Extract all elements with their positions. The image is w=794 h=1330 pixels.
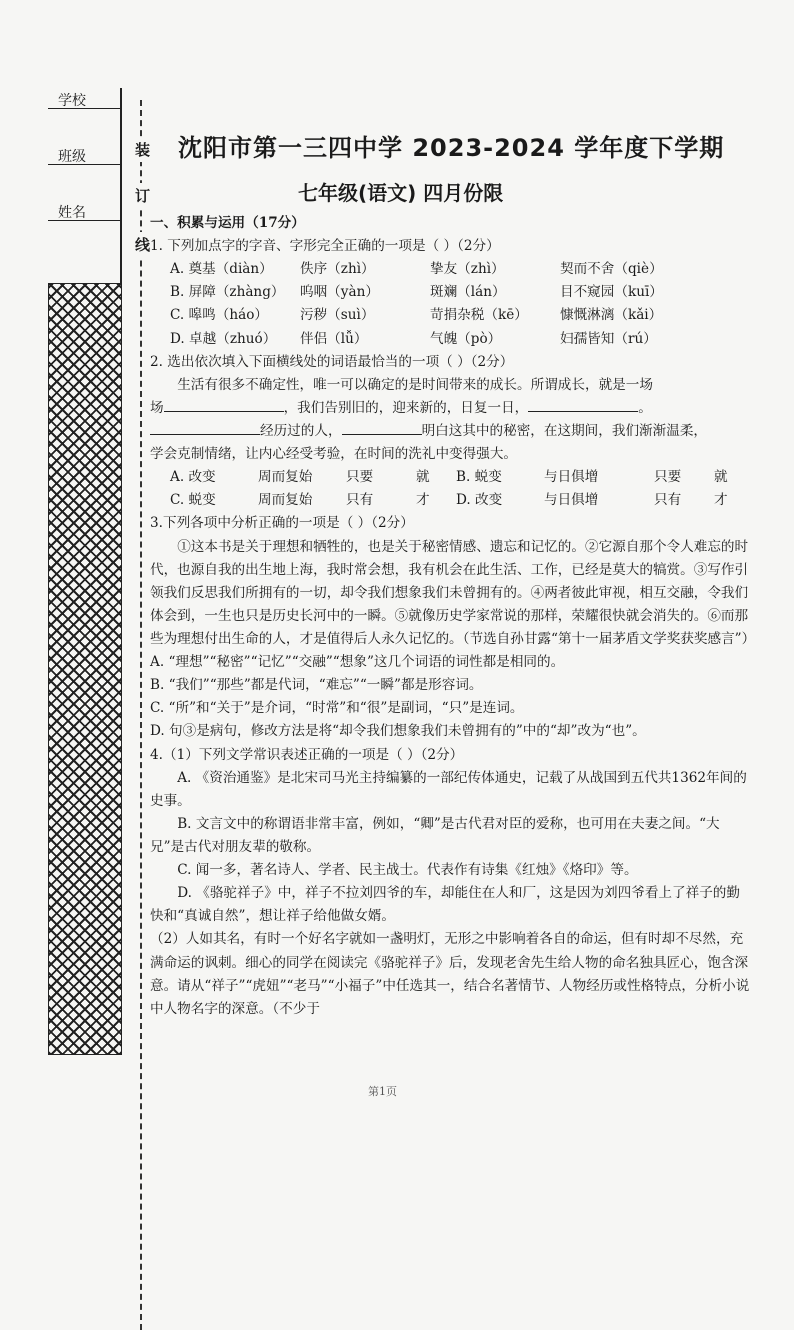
blank-4 xyxy=(342,434,422,435)
blank-2 xyxy=(528,411,638,412)
page-number: 第1页 xyxy=(368,1085,397,1098)
page-title: 沈阳市第一三四中学 2023-2024 学年度下学期 xyxy=(178,134,725,162)
q1-option-c: C. 嗥鸣（háo） 污秽（suì） 苛捐杂税（kē） 慷慨淋漓（kǎi） xyxy=(170,307,663,324)
q2-options-cd: C. 蜕变 周而复始 只有 才 D. 改变 与日俱增 只有 才 xyxy=(170,492,728,509)
q3-option-a: A. “理想”“秘密”“记忆”“交融”“想象”这几个词语的词性都是相同的。 xyxy=(150,654,565,671)
q1-option-b: B. 屏障（zhàng） 呜咽（yàn） 斑斓（lán） 目不窥园（kuī） xyxy=(170,284,663,301)
class-underline xyxy=(48,164,120,165)
school-label: 学校 xyxy=(58,93,86,109)
q4-stem: 4.（1）下列文学常识表述正确的一项是（ ）（2分） xyxy=(150,746,464,763)
q4-option-d: D. 《骆驼祥子》中，祥子不拉刘四爷的车，却能住在人和厂，这是因为刘四爷看上了祥子的勤快和“真诚自然”，想让祥子给他做女婿。 xyxy=(150,885,740,925)
q3-option-b: B. “我们”“那些”都是代词，“难忘”“一瞬”都是形容词。 xyxy=(150,677,483,694)
name-underline xyxy=(48,220,120,221)
blank-1 xyxy=(164,411,284,412)
bind-char-ding: 订 xyxy=(135,183,150,208)
q4-option-c: C. 闻一多，著名诗人、学者、民主战士。代表作有诗集《红烛》《烙印》等。 xyxy=(177,862,638,879)
q3-option-d: D. 句③是病句，修改方法是将“却令我们想象我们未曾拥有的”中的“却”改为“也”。 xyxy=(150,723,646,740)
q2-options-ab: A. 改变 周而复始 只要 就 B. 蜕变 与日俱增 只要 就 xyxy=(170,469,728,486)
q2-passage-line1: 生活有很多不确定性，唯一可以确定的是时间带来的成长。所谓成长，就是一场 xyxy=(177,376,653,393)
q2-passage-line3: 经历过的人， 明白这其中的秘密，在这期间，我们渐渐温柔， xyxy=(150,420,750,443)
bind-char-zhuang: 装 xyxy=(135,137,150,162)
q2-stem: 2. 选出依次填入下面横线处的词语最恰当的一项（ ）（2分） xyxy=(150,353,514,370)
page-subtitle: 七年级(语文) 四月份限 xyxy=(298,181,504,205)
q4-option-b: B. 文言文中的称谓语非常丰富，例如，“卿”是古代君对臣的爱称，也可用在夫妻之间。“大兄”是古代对朋友辈的敬称。 xyxy=(150,815,720,855)
q1-option-a: A. 奠基（diàn） 佚序（zhì） 挚友（zhì） 契而不舍（qiè） xyxy=(170,261,663,278)
q2-passage-line2: 场 ，我们告别旧的，迎来新的，日复一日， 。 xyxy=(150,399,652,416)
blank-3 xyxy=(150,434,260,435)
margin-vertical-line xyxy=(120,88,122,283)
q4-option-a: A. 《资治通鉴》是北宋司马光主持编纂的一部纪传体通史，记载了从战国到五代共1362年间的史事。 xyxy=(150,769,747,809)
q4-part2: （2）人如其名，有时一个好名字就如一盏明灯，无形之中影响着各自的命运，但有时却不尽然，充满命运的讽刺。细心的同学在阅读完《骆驼祥子》后，发现老舍先生给人物的命名独具匠心，饱含深意。请从“祥子”“虎妞”“老马”“小福子”中任选其一，结合名著情节、人物经历或性格特点，分析小说中人物名字的深意。（不少于 xyxy=(150,931,750,1017)
q3-passage: ①这本书是关于理想和牺牲的，也是关于秘密情感、遗忘和记忆的。②它源自那个令人难忘的时代，也源自我的出生地上海，我时常会想，我有机会在此生活、工作，已经是莫大的犒赏。③写作引领我们反思我们所拥有的一切，却令我们想象我们未曾拥有的。④两者彼此审视，相互交融，令我们体会到，一生也只是历史长河中的一瞬。⑤就像历史学家常说的那样，荣耀很快就会消失的。⑥而那些为理想付出生命的人，才是值得后人永久记忆的。（节选自孙甘露“第十一届茅盾文学奖获奖感言”） xyxy=(150,538,756,647)
q3-option-c: C. “所”和“关于”是介词，“时常”和“很”是副词，“只”是连词。 xyxy=(150,700,524,717)
q1-option-d: D. 卓越（zhuó） 伴侣（lǚ） 气魄（pò） 妇孺皆知（rú） xyxy=(170,330,657,347)
hatched-margin-area xyxy=(48,283,122,1055)
bind-char-xian: 线 xyxy=(135,232,150,257)
q3-stem: 3.下列各项中分析正确的一项是（ ）（2分） xyxy=(150,515,414,532)
q2-passage-line4: 学会克制情绪，让内心经受考验，在时间的洗礼中变得强大。 xyxy=(150,446,518,463)
class-label: 班级 xyxy=(58,149,86,165)
name-label: 姓名 xyxy=(58,205,86,221)
exam-content xyxy=(150,212,756,1021)
q1-stem: 1. 下列加点字的字音、字形完全正确的一项是（ ）（2分） xyxy=(150,238,500,255)
section-heading: 一、积累与运用（17分） xyxy=(150,215,305,231)
school-underline xyxy=(48,108,120,109)
binding-dashed-line xyxy=(140,100,142,1330)
